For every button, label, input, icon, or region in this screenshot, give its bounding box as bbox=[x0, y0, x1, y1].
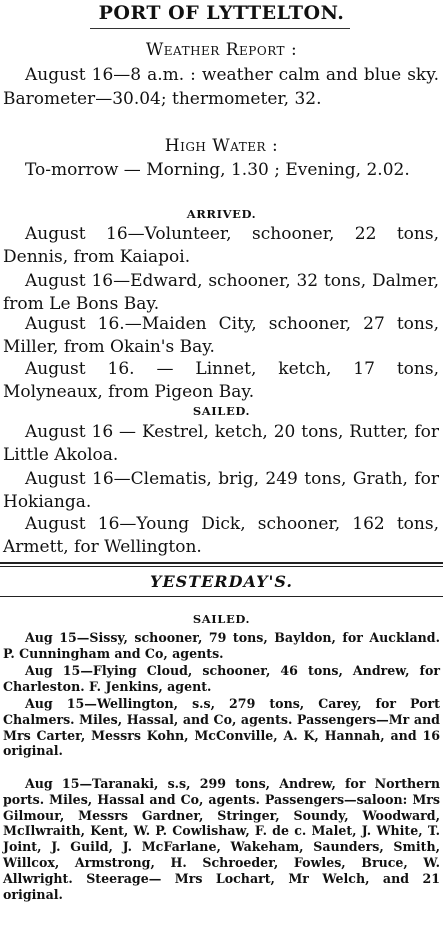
arrived-entry: August 16—Volunteer, schooner, 22 tons, Dennis, from Kaiapoi. bbox=[3, 224, 439, 267]
weather-heading: Weather Report : bbox=[145, 40, 298, 60]
sailed-entry: August 16—Clematis, brig, 249 tons, Grath, for Hokianga. bbox=[3, 469, 439, 512]
yesterdays-entry: Aug 15—Sissy, schooner, 79 tons, Bayldon, for Auckland. P. Cunningham and Co, agents. bbox=[3, 630, 440, 661]
arrived-heading: ARRIVED. bbox=[186, 207, 257, 221]
arrived-entry: August 16.—Maiden City, schooner, 27 tons, Miller, from Okain's Bay. bbox=[3, 314, 439, 357]
arrived-entry: August 16—Edward, schooner, 32 tons, Dalmer, from Le Bons Bay. bbox=[3, 271, 439, 314]
yesterdays-sailed-heading: SAILED. bbox=[192, 612, 251, 626]
sailed-entry: August 16 — Kestrel, ketch, 20 tons, Rutter, for Little Akoloa. bbox=[3, 422, 439, 465]
section-rule bbox=[0, 562, 443, 567]
masthead-rule bbox=[90, 28, 350, 29]
yesterdays-entry: Aug 15—Wellington, s.s, 279 tons, Carey, for Port Chalmers. Miles, Hassal, and Co, agents. Passengers—Mr and Mrs Carter, Messrs Kohn, McConville, A. K, Hannah, and 16 original. bbox=[3, 696, 440, 759]
section-rule bbox=[0, 596, 443, 597]
weather-text: August 16—8 a.m. : weather calm and blue sky. Barometer—30.04; thermometer, 32. bbox=[3, 65, 439, 109]
yesterdays-entry: Aug 15—Taranaki, s.s, 299 tons, Andrew, for Northern ports. Miles, Hassal and Co, agents. Passengers—saloon: Mrs Gilmour, Messrs Gardner, Stringer, Soundy, Woodward, McIlwraith, Kent, W. P. Cowlishaw, F. de c. Malet, J. White, T. Joint, J. Guild, J. McFarlane, Wakeham, Saunders, Smith, Willcox, Armstrong, H. Schroeder, Fowles, Bruce, W. Allwright. Steerage— Mrs Lochart, Mr Welch, and 21 original. bbox=[3, 776, 440, 902]
yesterdays-title: YESTERDAY'S. bbox=[150, 572, 293, 591]
high-water-text: To-morrow — Morning, 1.30 ; Evening, 2.02. bbox=[25, 160, 410, 180]
yesterdays-entry: Aug 15—Flying Cloud, schooner, 46 tons, Andrew, for Charleston. F. Jenkins, agent. bbox=[3, 663, 440, 694]
high-water-heading: High Water : bbox=[164, 136, 279, 156]
sailed-heading: SAILED. bbox=[192, 404, 251, 418]
arrived-entry: August 16. — Linnet, ketch, 17 tons, Molyneaux, from Pigeon Bay. bbox=[3, 359, 439, 402]
masthead: PORT OF LYTTELTON. bbox=[98, 2, 345, 24]
sailed-entry: August 16—Young Dick, schooner, 162 tons, Armett, for Wellington. bbox=[3, 514, 439, 557]
